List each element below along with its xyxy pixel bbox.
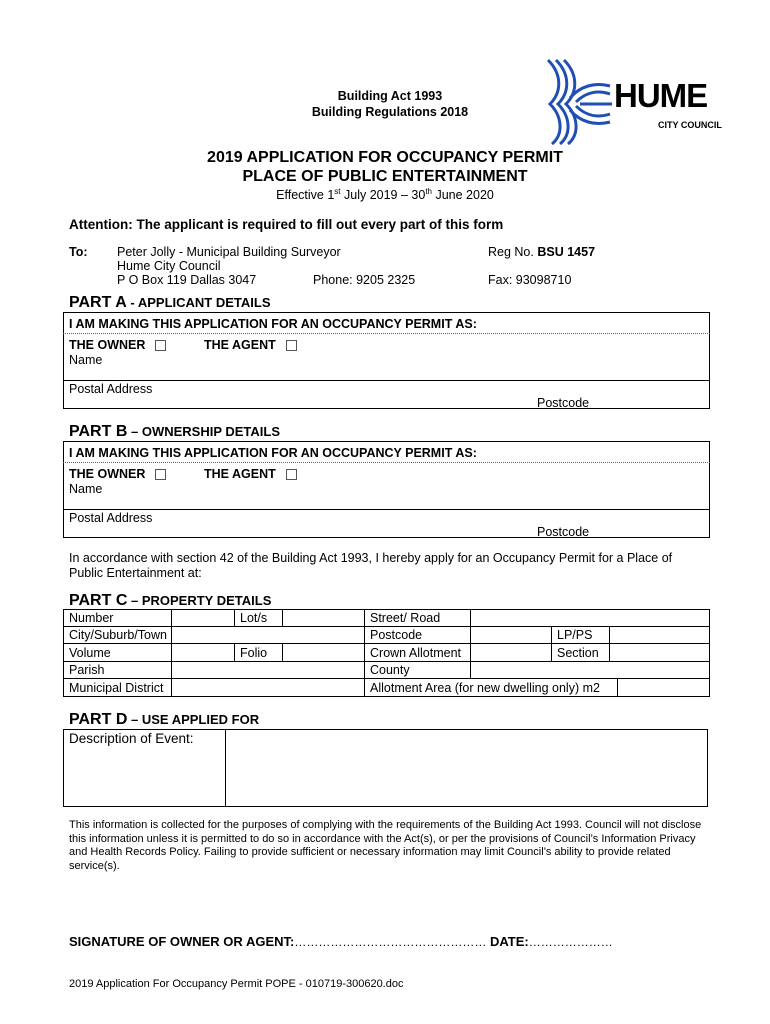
section-field[interactable] [611, 644, 709, 660]
logo-subtitle: CITY COUNCIL [658, 120, 722, 130]
section-label: Section [557, 646, 599, 660]
part-b-name-field[interactable] [170, 484, 705, 506]
agent-checkbox[interactable] [286, 469, 297, 480]
date-dots[interactable]: ………………… [528, 935, 613, 949]
attention-notice: Attention: The applicant is required to fill out every part of this form [69, 217, 504, 232]
part-a-making-as: I AM MAKING THIS APPLICATION FOR AN OCCUPANCY PERMIT AS: [69, 317, 477, 331]
lots-field[interactable] [284, 610, 363, 625]
part-a-name-label: Name [69, 353, 103, 367]
parish-field[interactable] [173, 662, 363, 677]
volume-field[interactable] [173, 644, 233, 660]
folio-field[interactable] [284, 644, 363, 660]
accordance-statement: In accordance with section 42 of the Building Act 1993, I hereby apply for an Occupancy Permit for a Place of Public Entertainment at: [69, 551, 673, 580]
parish-label: Parish [69, 663, 105, 677]
part-a-agent-option[interactable]: THE AGENT [204, 338, 297, 352]
council-fax: Fax: 93098710 [488, 273, 572, 287]
postcode-label: Postcode [370, 628, 423, 642]
county-label: County [370, 663, 410, 677]
part-a-postcode-label: Postcode [537, 396, 590, 410]
privacy-statement: This information is collected for the purposes of complying with the requirements of the Building Act 1993. Council will not disclose this information unless it is permitted to do so in accordance with the Act(s), or per the provisions of Council’s Information Privacy and Health Records Policy. Failing to provide sufficient or necessary information may limit Council’s ability to provide related service(s). [69, 819, 702, 872]
part-a-heading: PART A - APPLICANT DETAILS [69, 294, 271, 311]
form-title-line2: PLACE OF PUBLIC ENTERTAINMENT [242, 168, 528, 185]
municipal-label: Municipal District [69, 681, 164, 695]
lots-label: Lot/s [240, 611, 268, 625]
municipal-field[interactable] [173, 679, 363, 696]
part-d-heading: PART D – USE APPLIED FOR [69, 711, 260, 728]
lpps-field[interactable] [611, 627, 709, 642]
part-b-postal-field[interactable] [170, 512, 530, 536]
council-address: P O Box 119 Dallas 3047 [117, 273, 257, 287]
reg-number: Reg No. BSU 1457 [488, 245, 596, 259]
signature-dots[interactable]: ………………………………………… [294, 935, 487, 949]
description-label: Description of Event: [69, 731, 194, 746]
number-label: Number [69, 611, 114, 625]
regulations-title: Building Regulations 2018 [311, 105, 469, 119]
part-b-postal-label: Postal Address [69, 511, 153, 525]
crown-allotment-field[interactable] [472, 644, 550, 660]
part-b-postcode-label: Postcode [537, 525, 590, 539]
part-b-owner-option[interactable]: THE OWNER [69, 467, 166, 481]
council-phone: Phone: 9205 2325 [313, 273, 416, 287]
allotment-area-field[interactable] [619, 679, 709, 696]
crown-allotment-label: Crown Allotment [370, 646, 462, 660]
street-field[interactable] [472, 610, 709, 625]
part-a-name-field[interactable] [170, 355, 705, 377]
description-field[interactable] [227, 730, 707, 806]
folio-label: Folio [240, 646, 268, 660]
date-label: DATE: [486, 934, 529, 949]
form-title-line1: 2019 APPLICATION FOR OCCUPANCY PERMIT [207, 149, 563, 166]
logo-wordmark: HUME [614, 77, 708, 114]
lpps-label: LP/PS [557, 628, 593, 642]
part-b-name-label: Name [69, 482, 103, 496]
allotment-area-label: Allotment Area (for new dwelling only) m2 [370, 681, 600, 695]
part-b-making-as: I AM MAKING THIS APPLICATION FOR AN OCCUPANCY PERMIT AS: [69, 446, 477, 460]
act-title: Building Act 1993 [337, 89, 443, 103]
document-footer: 2019 Application For Occupancy Permit POPE - 010719-300620.doc [69, 978, 404, 990]
number-field[interactable] [173, 610, 233, 625]
signature-label: SIGNATURE OF OWNER OR AGENT: [69, 934, 295, 949]
county-field[interactable] [472, 662, 709, 677]
to-label: To: [69, 245, 88, 259]
council-name: Hume City Council [117, 259, 221, 273]
part-b-agent-option[interactable]: THE AGENT [204, 467, 297, 481]
postcode-field[interactable] [472, 627, 550, 642]
hume-logo [540, 56, 730, 146]
part-c-heading: PART C – PROPERTY DETAILS [69, 592, 272, 609]
signature-line[interactable] [69, 934, 613, 949]
city-label: City/Suburb/Town [69, 628, 167, 642]
part-a-owner-option[interactable]: THE OWNER [69, 338, 166, 352]
street-label: Street/ Road [370, 611, 441, 625]
effective-dates: Effective 1st July 2019 – 30th June 2020 [276, 187, 494, 203]
part-a-postal-label: Postal Address [69, 382, 153, 396]
part-a-postal-field[interactable] [170, 383, 530, 407]
surveyor-name: Peter Jolly - Municipal Building Surveyor [117, 245, 341, 259]
agent-checkbox[interactable] [286, 340, 297, 351]
city-field[interactable] [173, 627, 363, 642]
owner-checkbox[interactable] [155, 340, 166, 351]
owner-checkbox[interactable] [155, 469, 166, 480]
volume-label: Volume [69, 646, 111, 660]
part-b-heading: PART B – OWNERSHIP DETAILS [69, 423, 281, 440]
